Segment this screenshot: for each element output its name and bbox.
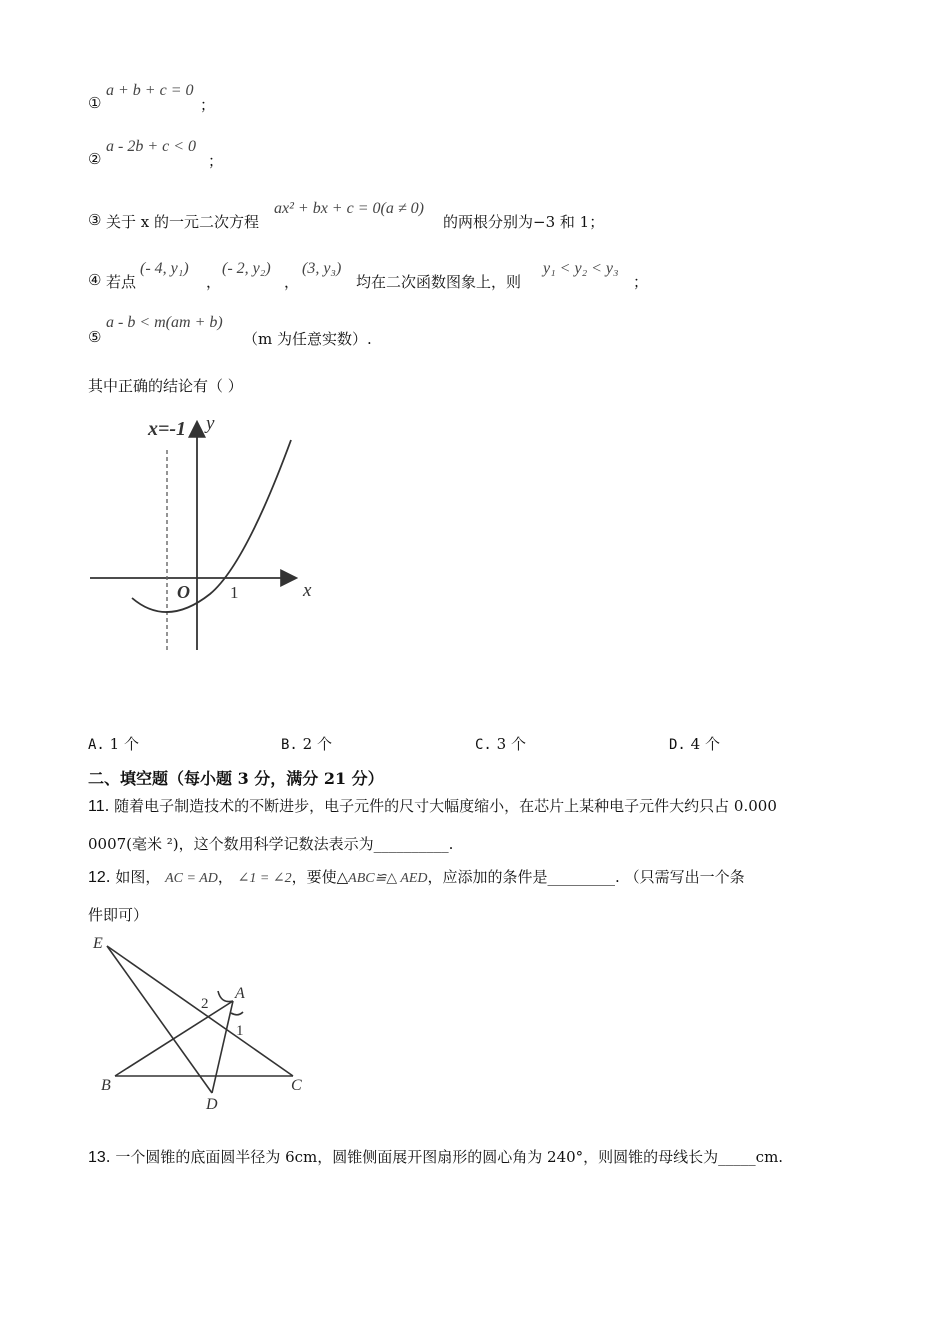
statement-marker: ④: [88, 271, 102, 289]
congruence: ABC≌△ AED: [348, 871, 428, 886]
comma: ，: [284, 273, 300, 291]
statement-math: ax² + bx + c = 0(a ≠ 0): [274, 200, 424, 217]
question-number: 13: [88, 1149, 106, 1166]
option-a[interactable]: [88, 733, 139, 754]
question-number: 12: [88, 869, 106, 886]
question-pre: . 如图，: [105, 868, 161, 886]
statement-tail: ；: [200, 96, 216, 114]
parabola-curve: [132, 440, 291, 612]
y-axis-label: y: [206, 413, 215, 434]
statement-tail: ；: [633, 273, 649, 291]
option-letter: D.: [669, 737, 686, 753]
comma: ，: [206, 273, 222, 291]
option-d[interactable]: [669, 733, 720, 754]
root-label: 1: [230, 583, 239, 602]
statement-pre: 关于 x 的一元二次方程: [106, 213, 259, 231]
option-text: 2 个: [302, 735, 332, 753]
question-tail: ，应添加的条件是_________. （只需写出一个条: [427, 868, 745, 886]
question-mid: ，要使△: [291, 868, 349, 886]
question-11-line2: 0007(毫米 ²)，这个数用科学记数法表示为__________.: [88, 835, 454, 853]
option-text: 3 个: [496, 735, 526, 753]
triangle-figure: [85, 928, 320, 1118]
option-b[interactable]: [281, 733, 332, 754]
question-text-line1: . 随着电子制造技术的不断进步，电子元件的尺寸大幅度缩小，在芯片上某种电子元件大约只占 0.000: [104, 797, 777, 815]
statement-math: a + b + c = 0: [106, 82, 194, 99]
statement-mid: 均在二次函数图象上，则: [356, 273, 522, 291]
label-D: D: [206, 1096, 218, 1113]
question-number: 11: [88, 798, 105, 815]
option-letter: B.: [281, 737, 298, 753]
option-text: 4 个: [690, 735, 720, 753]
separator: ，: [217, 868, 233, 886]
question-text: . 一个圆锥的底面圆半径为 6cm，圆锥侧面展开图扇形的圆心角为 240°，则圆锥的母线长为_____cm.: [105, 1148, 784, 1166]
option-c[interactable]: [475, 733, 526, 754]
question-12-line2: 件即可）: [88, 906, 149, 924]
label-C: C: [291, 1077, 302, 1094]
statement-tail: （m 为任意实数）.: [243, 330, 372, 348]
section-heading: 二、填空题（每小题 3 分，满分 21 分）: [88, 769, 384, 788]
statement-marker: ②: [88, 150, 102, 168]
point-2: (- 2, y₂): [222, 260, 271, 277]
x-axis-label: x: [303, 580, 312, 601]
question-11: [88, 795, 777, 816]
angle-1-arc: [231, 1012, 243, 1015]
angle-2-arc: [218, 991, 233, 1002]
segment-AD: [212, 1001, 233, 1093]
question-12: [88, 866, 745, 887]
statement-marker: ⑤: [88, 328, 102, 346]
symmetry-label: x=-1: [148, 418, 187, 440]
statement-marker: ③: [88, 211, 102, 229]
option-letter: C.: [475, 737, 492, 753]
point-1: (- 4, y₁): [140, 260, 189, 277]
statement-math: a - b < m(am + b): [106, 314, 223, 331]
segment-BA: [115, 1001, 233, 1076]
label-A: A: [235, 985, 245, 1002]
option-text: 1 个: [109, 735, 139, 753]
label-E: E: [93, 935, 103, 952]
statement-marker: ①: [88, 94, 102, 112]
statement-tail: 的两根分别为−3 和 1；: [443, 213, 605, 231]
question-13: [88, 1146, 783, 1167]
label-angle-2: 2: [201, 996, 209, 1012]
statement-math: y₁ < y₂ < y₃: [543, 260, 619, 277]
option-letter: A.: [88, 737, 105, 753]
origin-label: O: [177, 582, 190, 602]
parabola-figure: [85, 405, 325, 660]
label-B: B: [101, 1077, 111, 1094]
segment-EC: [107, 946, 293, 1076]
statement-tail: ；: [208, 152, 224, 170]
condition-ac-ad: AC = AD: [165, 871, 218, 886]
question-prompt: 其中正确的结论有（ ）: [88, 377, 243, 395]
point-3: (3, y₃): [302, 260, 342, 277]
condition-angles: ∠1 = ∠2: [237, 871, 292, 886]
label-angle-1: 1: [236, 1023, 244, 1039]
statement-pre: 若点: [106, 273, 137, 291]
statement-math: a - 2b + c < 0: [106, 138, 197, 155]
